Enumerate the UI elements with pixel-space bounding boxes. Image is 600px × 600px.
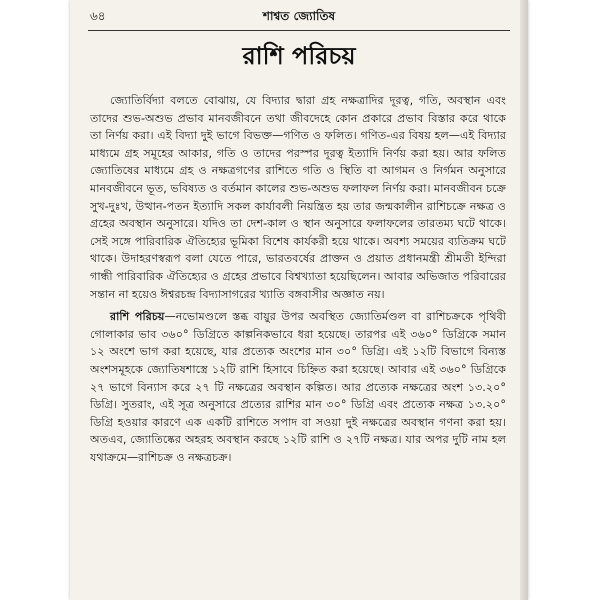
paragraph-rashi-intro bbox=[90, 308, 506, 466]
paragraph-text: —নভোমণ্ডলে স্তব্ধ বায়ুর উপর অবস্থিত জ্যোতির্মণ্ডল বা রাশিচক্রকে পৃথিবী গোলাকার ভাব ৩৬০° ডিগ্রিতে কাল্পনিকভাবে ধরা হয়েছে। তারপর এই ৩৬০° ডিগ্রিকে সমান ১২ অংশে ভাগ করা হয়েছে, যার প্রত্যেক অংশের মান ৩০° ডিগ্রি। এই ১২টি বিভাগে বিন্যস্ত অংশসমূহকে জ্যোতিষশাস্ত্রে ১২টি রাশি হিসাবে চিহ্নিত করা হয়েছে। আবার এই ৩৬০° ডিগ্রিকে ২৭ ভাগে বিন্যাস করে ২৭ টি নক্ষত্রের অবস্থান কল্পিত। আর প্রত্যেক নক্ষত্রের অংশ ১৩.২০° ডিগ্রি। সুতরাং, এই সূত্র অনুসারে প্রত্যের রাশির মান ৩০° ডিগ্রি এবং প্রত্যেক নক্ষত্র ১৩.২০° ডিগ্রি হওয়ার কারণে এক একটি রাশিতে সপাদ বা সওয়া দুই নক্ষত্রের অবস্থান গণনা করা হয়। অতএব, জ্যোতিষ্কের অহরহ অবস্থান করছে ১২টি রাশি ও ২৭টি নক্ষত্র। যার অপর দুটি নাম হল যথাক্রমে—রাশিচক্র ও নক্ষত্রচক্র। bbox=[90, 310, 506, 464]
paragraph-intro bbox=[90, 92, 506, 303]
page-edge bbox=[520, 0, 528, 600]
paragraph-lead: রাশি পরিচয় bbox=[110, 310, 165, 324]
book-title: শাশ্বত জ্যোতিষ bbox=[262, 9, 336, 23]
page-number: ৬৪ bbox=[90, 9, 106, 23]
running-header bbox=[90, 8, 508, 28]
header-rule bbox=[88, 30, 510, 31]
book-page bbox=[70, 0, 528, 600]
chapter-title: রাশি পরিচয় bbox=[242, 42, 356, 70]
body-text bbox=[90, 92, 506, 466]
paragraph-text: জ্যোতির্বিদ্যা বলতে বোঝায়, যে বিদ্যার দ্বারা গ্রহ নক্ষত্রাদির দূরত্ব, গতি, অবস্থান এবং তাদের শুভ-অশুভ প্রভাব মানবজীবনে তথা জীবদেহে কোন প্রকারে প্রভাব বিস্তার করে থাকে তা নির্ণয় করা। এই বিদ্যা দুই ভাগে বিভক্ত—গণিত ও ফলিত। গণিত-এর বিষয় হল—এই বিদ্যার মাধ্যমে গ্রহ সমূহের আকার, গতি ও তাদের পরস্পর দূরত্ব ইত্যাদি নির্ণয় করা হয়। আর ফলিত জ্যোতিষের মাধ্যমে গ্রহ ও নক্ষত্রগণের রাশিতে গতি ও স্থিতি বা আগমন ও নির্গমন অনুসারে মানবজীবনে ভূত, ভবিষ্যত ও বর্তমান কালের শুভ-অশুভ ফলাফল নির্ণয় করা। মানবজীবন চক্রে সুখ-দুঃখ, উত্থান-পতন ইত্যাদি সকল কার্যাবলী নিয়ন্ত্রিত হয় তার জন্মকালীন রাশিচক্রে নক্ষত্র ও গ্রহের অবস্থান অনুসারে। যদিও তা দেশ-কাল ও স্থান অনুসারে ফলাফলের তারতম্য ঘটে থাকে। সেই সঙ্গে পারিবারিক ঐতিহ্যের ভূমিকা বিশেষ কার্যকরী হয়ে থাকে। অবশ্য সময়ের ব্যতিক্রম ঘটে থাকে। উদাহরণস্বরূপ বলা যেতে পারে, ভারতবর্ষের প্রাক্তন ও প্রয়াত প্রধানমন্ত্রী শ্রীমতী ইন্দিরা গান্ধী পারিবারিক ঐতিহ্যের ও গ্রহের প্রভাবে বিশ্বখ্যাতা হয়েছিলেন। আবার অভিজাত পরিবারের সন্তান না হয়েও ঈশ্বরচন্দ্র বিদ্যাসাগরের খ্যাতি বঙ্গবাসীর অজ্ঞাত নয়। bbox=[90, 94, 506, 301]
